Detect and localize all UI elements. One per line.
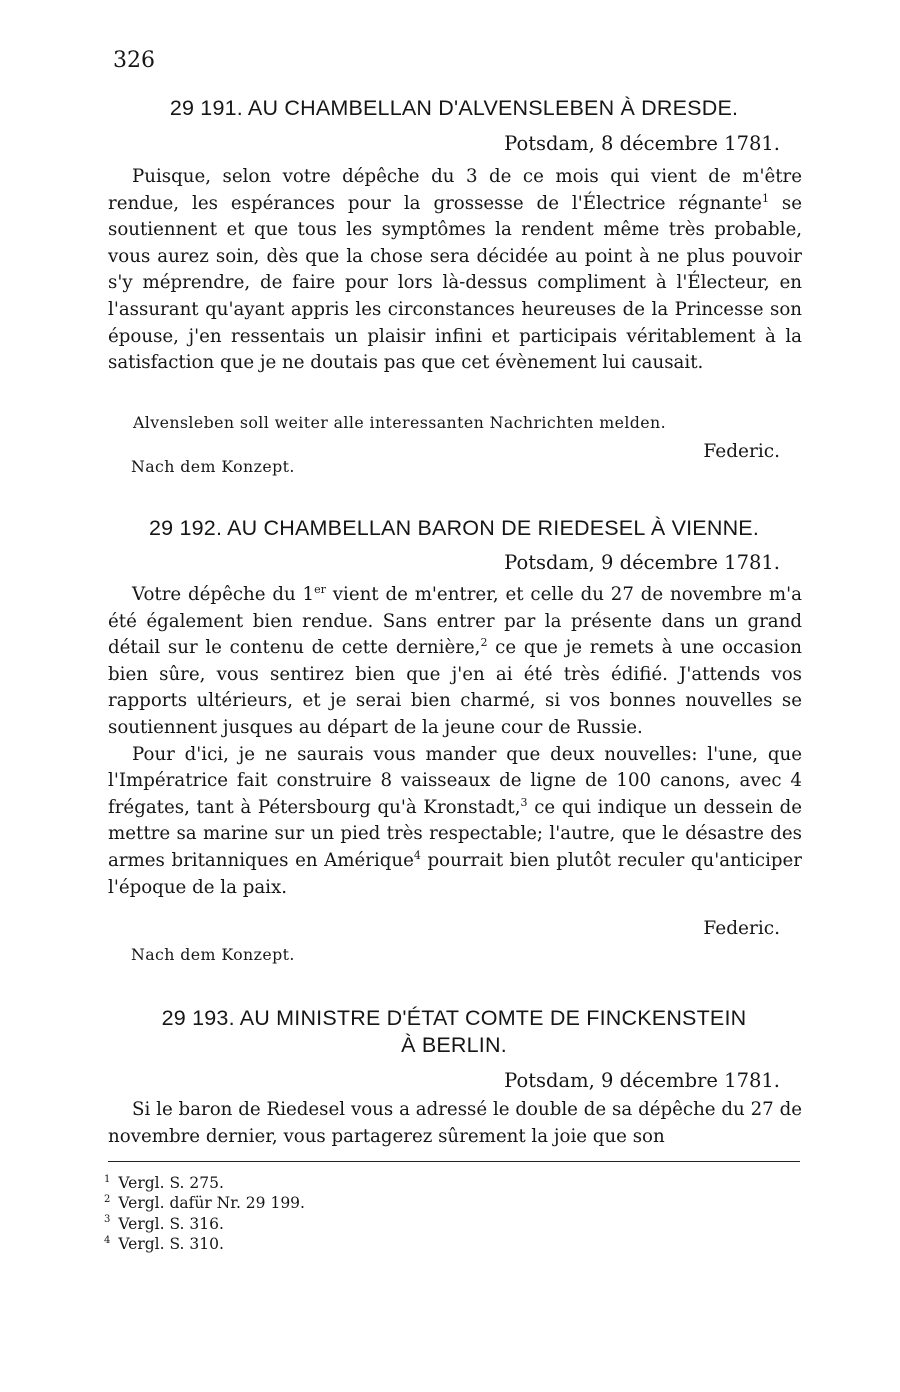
signature: Federic. xyxy=(703,918,780,939)
footnote: $^3$ Vergl. S. 316. xyxy=(104,1214,224,1233)
paragraph: Votre dépêche du 1er vient de m'entrer, et celle du 27 de novembre m'a été également bien rendue. Sans entrer par la présente dans un grand détail sur le contenu de cette dernière,$^2$ ce que je remets à une occasion bien sûre, vous sentirez bien que j'en ai été très édifié. J'attends vos rapports ultérieurs, et je serai bien charmé, si vos bonnes nouvelles se soutiennent jusques au départ de la jeune cour de Russie. xyxy=(108,582,803,738)
paragraph: Si le baron de Riedesel vous a adressé le double de sa dépêche du 27 de novembre dernier, vous partagerez sûrement la joie que son xyxy=(108,1099,802,1147)
letter-body xyxy=(108,164,802,377)
footnote: $^2$ Vergl. dafür Nr. 29 199. xyxy=(104,1194,305,1213)
letter-heading: 29 192. AU CHAMBELLAN BARON DE RIEDESEL À VIENNE. xyxy=(148,516,760,540)
dateline: Potsdam, 9 décembre 1781. xyxy=(504,551,780,574)
letter-heading xyxy=(108,1005,800,1059)
footnote-mark: 3 xyxy=(104,1214,111,1226)
page-number: 326 xyxy=(113,48,155,73)
footnote-mark: 4 xyxy=(104,1234,111,1246)
footnote-rule xyxy=(108,1161,800,1162)
footnote-marker: 4 xyxy=(413,848,421,862)
footnote-mark: 2 xyxy=(104,1194,111,1206)
footnote-marker: 1 xyxy=(761,191,769,205)
footnote: $^1$ Vergl. S. 275. xyxy=(104,1173,224,1192)
paragraph: Puisque, selon votre dépêche du 3 de ce mois qui vient de m'être rendue, les espérances pour la grossesse de l'Électrice régnante$^1$ se soutiennent et que tous les symptômes la rendent même très probable, vous aurez soin, dès que la chose sera décidée au point à ne plus pouvoir s'y méprendre, de faire pour lors là-dessus compliment à l'Électeur, en l'assurant qu'ayant appris les circonstances heureuses de la Princesse son épouse, j'en ressentais un plaisir infini et participais véritablement à la satisfaction que je ne doutais pas que cet évènement lui causait. xyxy=(108,166,802,374)
summary-note: Alvensleben soll weiter alle interessanten Nachrichten melden. xyxy=(133,413,667,432)
footnote-mark: 1 xyxy=(104,1173,111,1185)
footnote-marker: 2 xyxy=(480,636,488,650)
source-note: Nach dem Konzept. xyxy=(131,945,295,964)
letter-body xyxy=(108,1097,802,1150)
letter-heading: 29 191. AU CHAMBELLAN D'ALVENSLEBEN À DRESDE. xyxy=(169,96,739,120)
dateline: Potsdam, 8 décembre 1781. xyxy=(504,132,780,155)
footnote-marker: 3 xyxy=(520,795,528,809)
heading-line: 29 193. AU MINISTRE D'ÉTAT COMTE DE FINCKENSTEIN xyxy=(161,1006,747,1030)
footnotes xyxy=(104,1173,305,1254)
signature: Federic. xyxy=(703,441,780,462)
footnote: $^4$ Vergl. S. 310. xyxy=(104,1234,224,1253)
source-note: Nach dem Konzept. xyxy=(131,457,295,476)
dateline: Potsdam, 9 décembre 1781. xyxy=(504,1069,780,1092)
paragraph: Pour d'ici, je ne saurais vous mander que deux nouvelles: l'une, que l'Impératrice fait construire 8 vaisseaux de ligne de 100 canons, avec 4 frégates, tant à Pétersbourg qu'à Kronstadt,$^3$ ce qui indique un dessein de mettre sa marine sur un pied très respectable; l'autre, que le désastre des armes britanniques en Amérique$^4$ pourrait bien plutôt reculer qu'anticiper l'époque de la paix. xyxy=(108,743,802,898)
letter-body xyxy=(108,582,802,901)
ordinal-superscript: er xyxy=(314,582,326,596)
heading-line: À BERLIN. xyxy=(401,1033,507,1057)
